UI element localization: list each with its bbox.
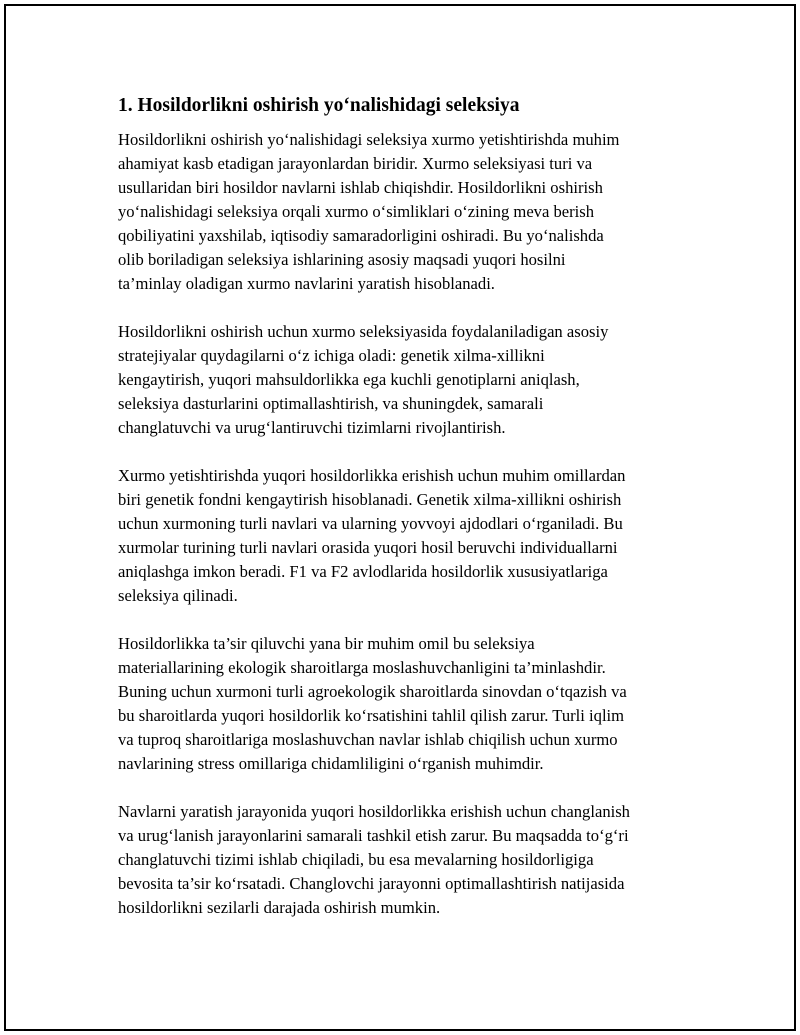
- paragraph-4: [118, 632, 698, 776]
- text-line: navlarining stress omillariga chidamliligini o‘rganish muhimdir.: [118, 754, 544, 773]
- paragraph-1: [118, 128, 698, 296]
- text-line: va tuproq sharoitlariga moslashuvchan navlar ishlab chiqilish uchun xurmo: [118, 730, 618, 749]
- text-line: materiallarining ekologik sharoitlarga moslashuvchanligini ta’minlashdir.: [118, 658, 606, 677]
- text-line: va urug‘lanish jarayonlarini samarali tashkil etish zarur. Bu maqsadda to‘g‘ri: [118, 826, 629, 845]
- text-line: uchun xurmoning turli navlari va ularning yovvoyi ajdodlari o‘rganiladi. Bu: [118, 514, 623, 533]
- text-line: changlatuvchi va urug‘lantiruvchi tizimlarni rivojlantirish.: [118, 418, 506, 437]
- text-line: Hosildorlikni oshirish uchun xurmo seleksiyasida foydalaniladigan asosiy: [118, 322, 609, 341]
- text-line: qobiliyatini yaxshilab, iqtisodiy samaradorligini oshiradi. Bu yo‘nalishda: [118, 226, 604, 245]
- document-body: [118, 94, 698, 944]
- text-line: changlatuvchi tizimi ishlab chiqiladi, bu esa mevalarning hosildorligiga: [118, 850, 594, 869]
- text-line: xurmolar turining turli navlari orasida yuqori hosil beruvchi individuallarni: [118, 538, 618, 557]
- text-line: stratejiyalar quydagilarni o‘z ichiga oladi: genetik xilma-xillikni: [118, 346, 545, 365]
- text-line: ahamiyat kasb etadigan jarayonlardan biridir. Xurmo seleksiyasi turi va: [118, 154, 593, 173]
- paragraph-5: [118, 800, 698, 920]
- text-line: Navlarni yaratish jarayonida yuqori hosildorlikka erishish uchun changlanish: [118, 802, 630, 821]
- text-line: Hosildorlikka ta’sir qiluvchi yana bir muhim omil bu seleksiya: [118, 634, 535, 653]
- text-line: bu sharoitlarda yuqori hosildorlik ko‘rsatishini tahlil qilish zarur. Turli iqlim: [118, 706, 625, 725]
- text-line: Hosildorlikni oshirish yo‘nalishidagi seleksiya xurmo yetishtirishda muhim: [118, 130, 620, 149]
- text-line: aniqlashga imkon beradi. F1 va F2 avlodlarida hosildorlik xususiyatlariga: [118, 562, 608, 581]
- text-line: hosildorlikni sezilarli darajada oshirish mumkin.: [118, 898, 441, 917]
- paragraph-3: [118, 464, 698, 608]
- text-line: Xurmo yetishtirishda yuqori hosildorlikka erishish uchun muhim omillardan: [118, 466, 626, 485]
- section-heading: 1. Hosildorlikni oshirish yo‘nalishidagi seleksiya: [118, 95, 520, 116]
- paragraph-2: [118, 320, 698, 440]
- text-line: yo‘nalishidagi seleksiya orqali xurmo o‘simliklari o‘zining meva berish: [118, 202, 595, 221]
- text-line: usullaridan biri hosildor navlarni ishlab chiqishdir. Hosildorlikni oshirish: [118, 178, 603, 197]
- text-line: seleksiya dasturlarini optimallashtirish, va shuningdek, samarali: [118, 394, 544, 413]
- text-line: seleksiya qilinadi.: [118, 586, 238, 605]
- text-line: biri genetik fondni kengaytirish hisoblanadi. Genetik xilma-xillikni oshirish: [118, 490, 622, 509]
- text-line: kengaytirish, yuqori mahsuldorlikka ega kuchli genotiplarni aniqlash,: [118, 370, 580, 389]
- text-line: bevosita ta’sir ko‘rsatadi. Changlovchi jarayonni optimallashtirish natijasida: [118, 874, 625, 893]
- text-line: olib boriladigan seleksiya ishlarining asosiy maqsadi yuqori hosilni: [118, 250, 566, 269]
- text-line: Buning uchun xurmoni turli agroekologik sharoitlarda sinovdan o‘tqazish va: [118, 682, 627, 701]
- text-line: ta’minlay oladigan xurmo navlarini yaratish hisoblanadi.: [118, 274, 495, 293]
